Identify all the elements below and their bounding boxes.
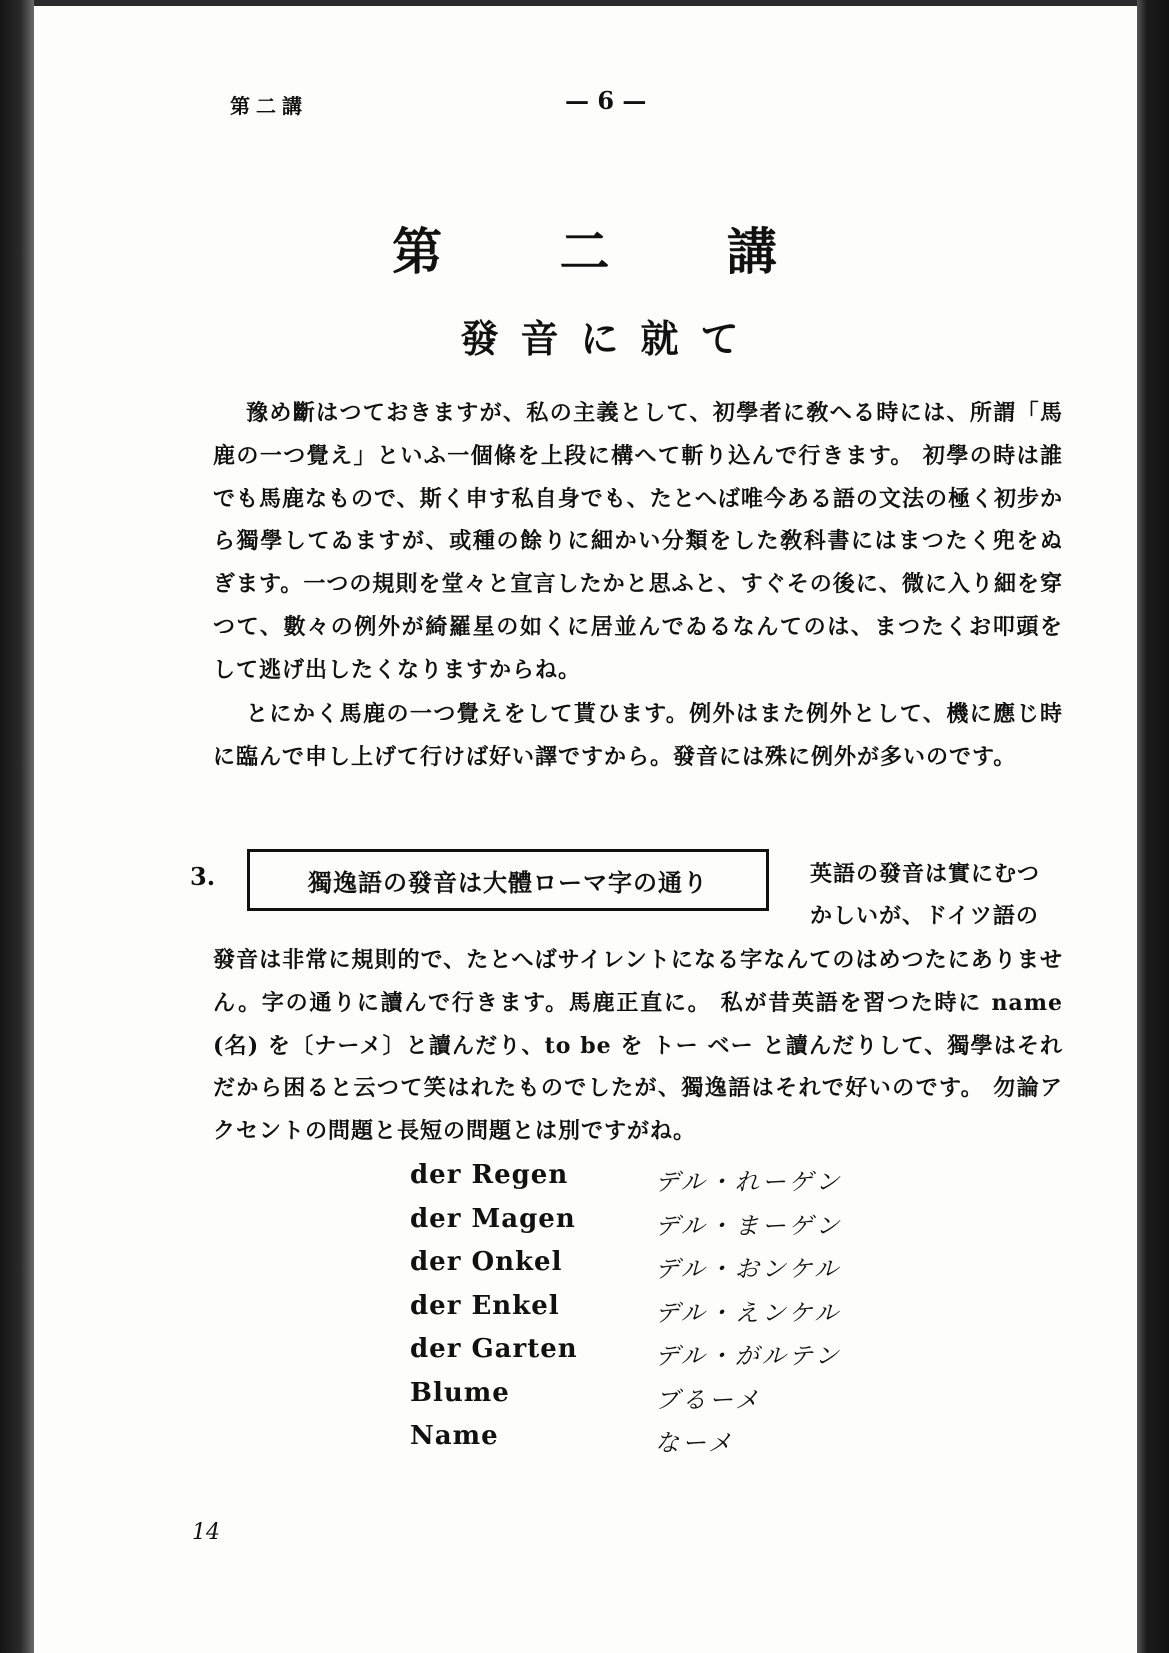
example-list <box>410 1158 910 1463</box>
folio-number: 14 <box>192 1520 220 1545</box>
example-reading: デル・おンケル <box>655 1255 842 1283</box>
chapter-subtitle: 發音に就て <box>460 316 761 361</box>
example-row <box>410 1245 910 1289</box>
example-reading: デル・れーゲン <box>655 1168 843 1196</box>
example-word: der Onkel <box>410 1247 563 1277</box>
example-word: Blume <box>410 1377 510 1408</box>
example-row <box>410 1158 910 1202</box>
example-row <box>410 1332 910 1376</box>
example-row <box>410 1289 910 1333</box>
example-row <box>410 1376 910 1420</box>
example-reading: デル・えンケル <box>655 1298 842 1327</box>
body-paragraph-1: 豫め斷はつておきますが、私の主義として、初學者に敎へる時には、所謂「馬鹿の一つ覺え」といふ一個條を上段に構へて斬り込んで行きます。 初學の時は誰でも馬鹿なもので、斯く申す私自身でも、たとへば唯今ある語の文法の極く初步から獨學してゐますが、或種の餘りに細かい分類をした敎科書にはまつたく兜をぬぎます。一つの規則を堂々と宣言したかと思ふと、すぐその後に、微に入り細を穿つて、數々の例外が綺羅星の如くに居並んでゐるなんてのは、まつたくお叩頭をして逃げ出したくなりますからね。 <box>213 400 1063 683</box>
example-word: der Enkel <box>410 1290 560 1321</box>
example-word: der Regen <box>410 1160 569 1190</box>
running-head: 第二講 <box>230 94 308 118</box>
example-reading: なーメ <box>655 1429 735 1457</box>
example-row <box>410 1202 910 1246</box>
example-word: der Garten <box>410 1334 578 1364</box>
example-reading: ブるーメ <box>655 1385 762 1414</box>
example-reading: デル・まーゲン <box>655 1211 843 1240</box>
example-word: der Magen <box>410 1203 576 1234</box>
example-word: Name <box>410 1421 499 1451</box>
section-number: 3. <box>190 862 216 891</box>
page-number: — 6 — <box>565 86 647 115</box>
section-paragraph: 發音は非常に規則的で、たとへばサイレントになる字なんてのはめつたにありません。字の通りに讀んで行きます。馬鹿正直に。 私が昔英語を習つた時に name (名) を〔ナーメ〕と讀んだり、to be を トー ベー と讀んだりして、獨學はそれだから困ると云つて笑はれたものでしたが、獨逸語はそれで好いのです。 勿論アクセントの問題と長短の問題とは別ですがね。 <box>213 947 1063 1145</box>
example-row <box>410 1419 910 1463</box>
body-paragraph-2: とにかく馬鹿の一つ覺えをして貰ひます。例外はまた例外として、機に應じ時に臨んで申し上げて行けば好い譯ですから。發音には殊に例外が多いのです。 <box>213 701 1063 770</box>
chapter-title: 第 二 講 <box>392 222 827 281</box>
example-reading: デル・がルテン <box>655 1342 842 1370</box>
scan-edge-top <box>34 0 1137 6</box>
section-intro: 英語の發音は實にむつかしいが、ドイツ語の <box>810 861 1041 929</box>
section-heading: 獨逸語の發音は大體ローマ字の通り <box>308 867 708 897</box>
section-heading-box <box>247 849 769 911</box>
